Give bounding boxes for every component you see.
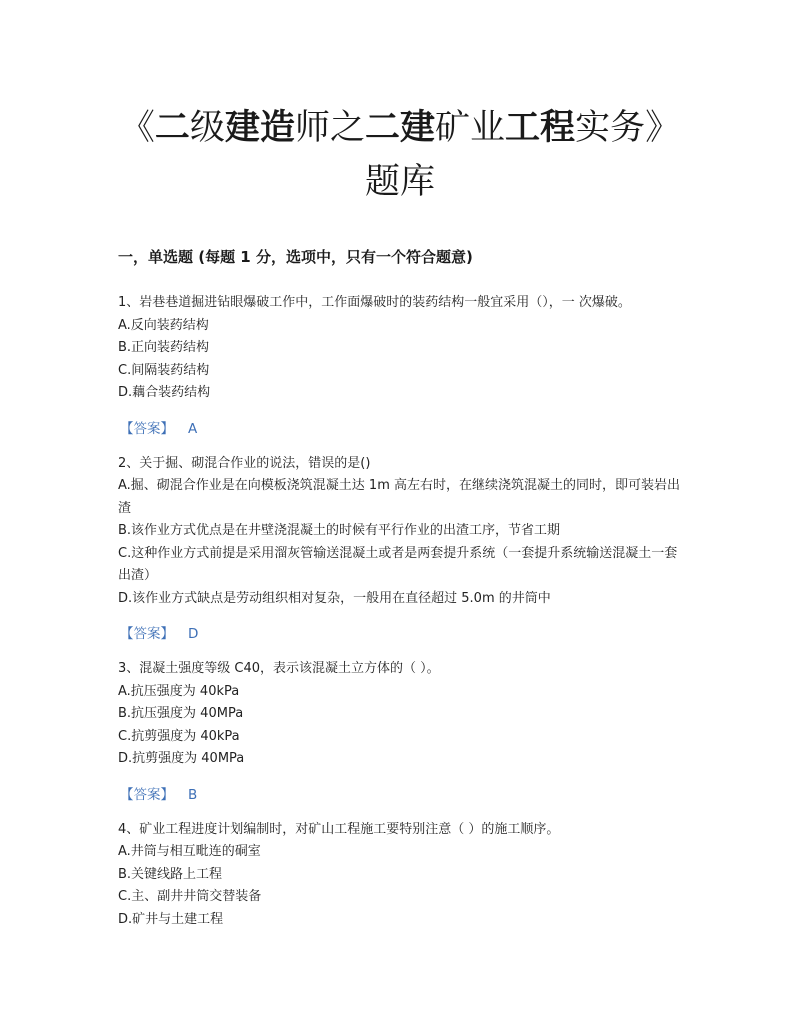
title-part: 二	[154, 108, 190, 148]
question-list	[118, 292, 688, 931]
question-stem: 3、混凝土强度等级 C40，表示该混凝土立方体的（ ）。	[118, 661, 440, 676]
title-part: 建	[400, 108, 436, 148]
answer-line	[118, 784, 688, 806]
option-a: A.抗压强度为 40kPa	[118, 683, 240, 699]
document-subtitle: 题库	[364, 162, 435, 202]
option-b: B.正向装药结构	[118, 340, 210, 355]
option-d: D.抗剪强度为 40MPa	[118, 751, 245, 766]
question-4	[118, 819, 688, 932]
title-part: 工	[505, 108, 541, 148]
answer-label: 【答案】	[120, 420, 174, 437]
option-a: A.掘、砌混合作业是在向模板浇筑混凝土达 1m 高左右时，在继续浇筑混凝土的同时，即可装岩出渣	[118, 478, 680, 516]
option-c: C.这种作业方式前提是采用溜灰管输送混凝土或者是两套提升系统（一套提升系统输送混凝土一套出渣）	[118, 545, 678, 583]
answer-value: D	[188, 626, 199, 642]
answer-value: B	[188, 786, 198, 803]
title-part: 程	[540, 108, 576, 148]
question-2	[118, 453, 688, 646]
option-c: C.间隔装药结构	[118, 362, 210, 378]
option-b: B.抗压强度为 40MPa	[118, 706, 244, 721]
option-b: B.关键线路上工程	[118, 866, 223, 882]
option-b: B.该作业方式优点是在井壁浇混凝土的时候有平行作业的出渣工序，节省工期	[118, 523, 561, 538]
option-d: D.该作业方式缺点是劳动组织相对复杂，一般用在直径超过 5.0m 的井筒中	[118, 590, 551, 606]
answer-line	[118, 623, 688, 645]
answer-value: A	[188, 420, 198, 437]
document-title	[0, 103, 800, 153]
title-part: 实务	[575, 108, 646, 148]
answer-label: 【答案】	[120, 626, 174, 642]
question-stem: 2、关于掘、砌混合作业的说法，错误的是()	[118, 455, 371, 471]
question-1	[118, 292, 688, 440]
title-part: 二	[364, 108, 400, 148]
title-part: 矿业	[435, 108, 506, 148]
title-part: 师之	[294, 108, 365, 148]
answer-label: 【答案】	[120, 786, 174, 803]
option-a: A.反向装药结构	[118, 317, 209, 333]
option-d: D.藕合装药结构	[118, 385, 211, 400]
section-heading: 一，单选题 (每题 1 分，选项中，只有一个符合题意)	[118, 248, 473, 266]
option-c: C.抗剪强度为 40kPa	[118, 728, 240, 744]
question-3	[118, 658, 688, 806]
option-c: C.主、副井井筒交替装备	[118, 889, 262, 904]
option-a: A.井筒与相互毗连的硐室	[118, 844, 261, 859]
option-d: D.矿井与土建工程	[118, 911, 224, 927]
title-part: 建造	[224, 108, 295, 148]
question-stem: 4、矿业工程进度计划编制时，对矿山工程施工要特别注意（ ）的施工顺序。	[118, 821, 560, 837]
title-part: 级	[189, 108, 225, 148]
answer-line	[118, 418, 688, 440]
title-part: 《	[119, 108, 155, 148]
title-part: 》	[645, 108, 681, 148]
question-stem: 1、岩巷巷道掘进钻眼爆破工作中，工作面爆破时的装药结构一般宜采用（），一 次爆破。	[118, 295, 631, 310]
